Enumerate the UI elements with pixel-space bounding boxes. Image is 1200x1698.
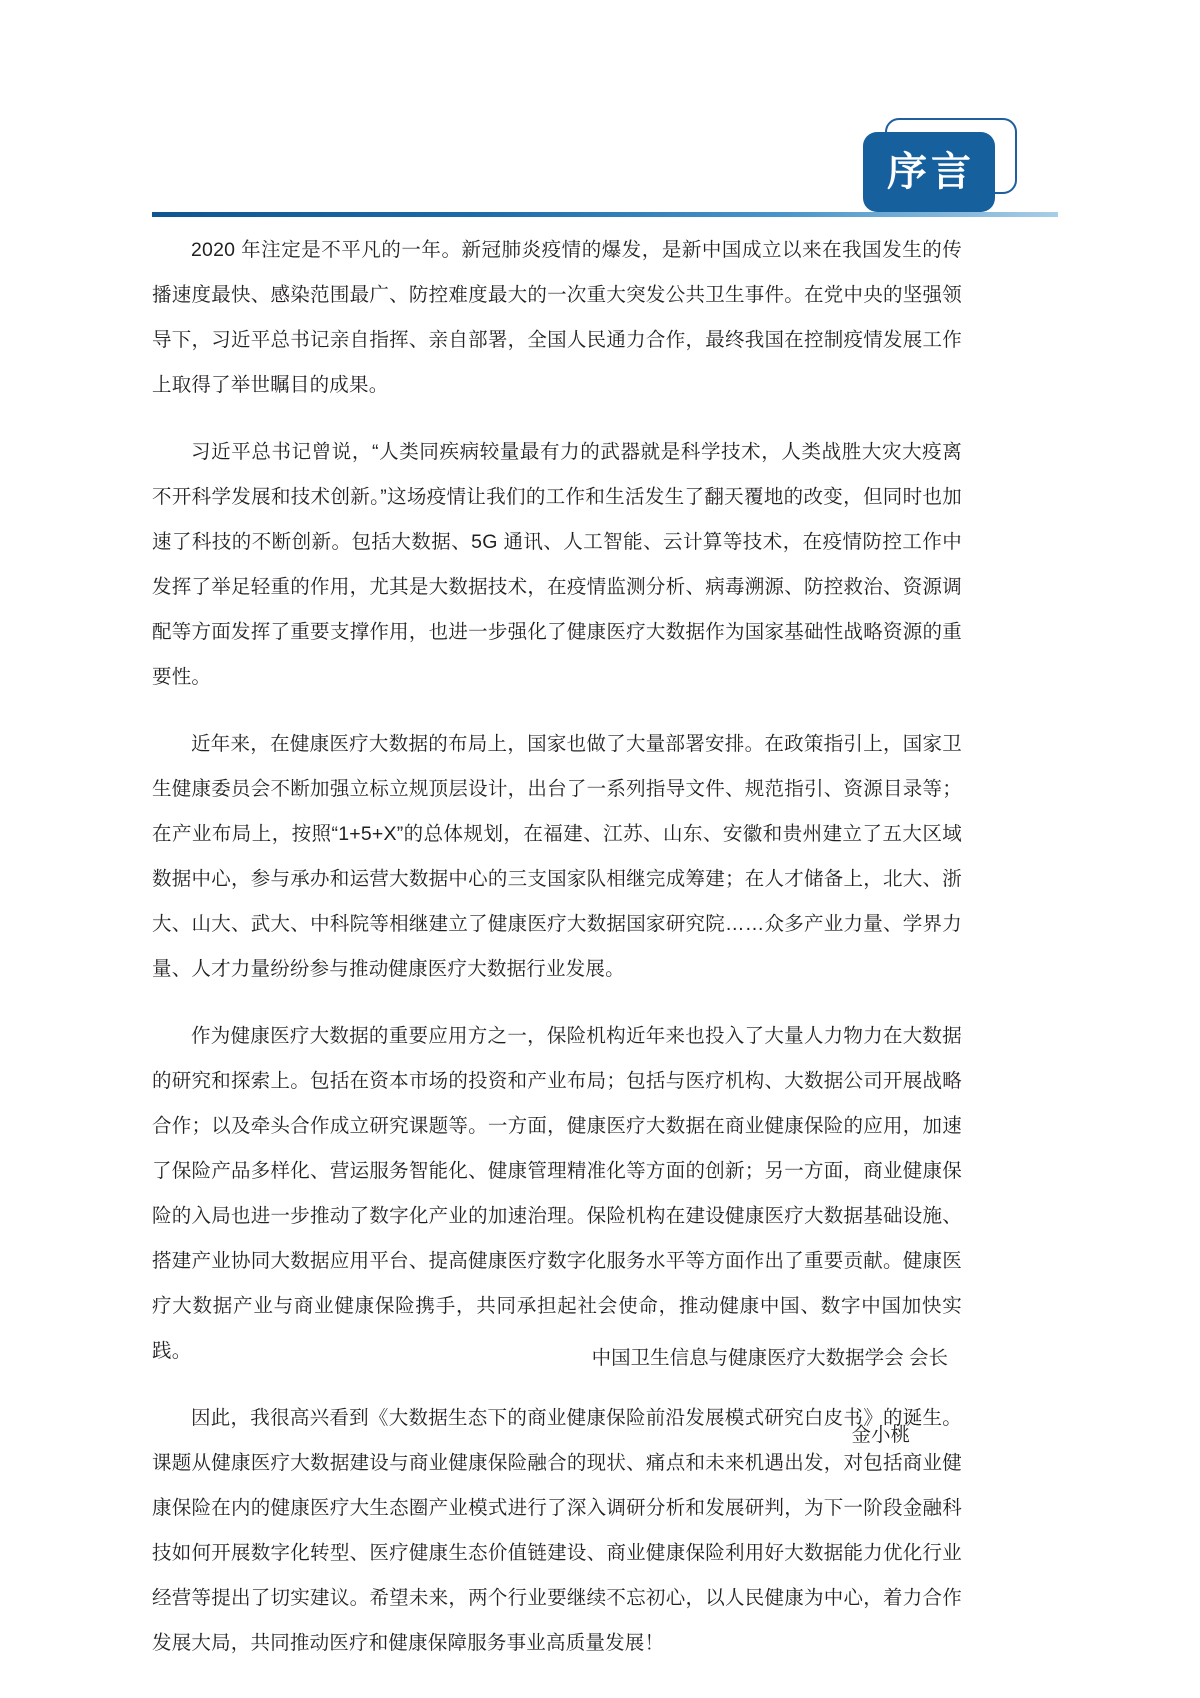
- page-header: [150, 118, 1055, 218]
- badge-fill-shape: [863, 132, 995, 212]
- signature-organization: 中国卫生信息与健康医疗大数据学会 会长: [591, 1347, 948, 1369]
- paragraph: 近年来，在健康医疗大数据的布局上，国家也做了大量部署安排。在政策指引上，国家卫生健康委员会不断加强立标立规顶层设计，出台了一系列指导文件、规范指引、资源目录等；在产业布局上，按照“1+5+X”的总体规划，在福建、江苏、山东、安徽和贵州建立了五大区域数据中心，参与承办和运营大数据中心的三支国家队相继完成筹建；在人才储备上，北大、浙大、山大、武大、中科院等相继建立了健康医疗大数据国家研究院……众多产业力量、学界力量、人才力量纷纷参与推动健康医疗大数据行业发展。: [152, 733, 962, 980]
- preface-body: [152, 228, 962, 1688]
- paragraph: 因此，我很高兴看到《大数据生态下的商业健康保险前沿发展模式研究白皮书》的诞生。课题从健康医疗大数据建设与商业健康保险融合的现状、痛点和未来机遇出发，对包括商业健康保险在内的健康医疗大生态圈产业模式进行了深入调研分析和发展研判，为下一阶段金融科技如何开展数字化转型、医疗健康生态价值链建设、商业健康保险利用好大数据能力优化行业经营等提出了切实建议。希望未来，两个行业要继续不忘初心，以人民健康为中心，着力合作发展大局，共同推动医疗和健康保障服务事业高质量发展！: [152, 1407, 962, 1654]
- header-divider-rule: [152, 212, 1058, 217]
- signature-block: [152, 1336, 962, 1458]
- section-badge: [847, 118, 1017, 216]
- paragraph: 作为健康医疗大数据的重要应用方之一，保险机构近年来也投入了大量人力物力在大数据的研究和探索上。包括在资本市场的投资和产业布局；包括与医疗机构、大数据公司开展战略合作；以及牵头合作成立研究课题等。一方面，健康医疗大数据在商业健康保险的应用，加速了保险产品多样化、营运服务智能化、健康管理精准化等方面的创新；另一方面，商业健康保险的入局也进一步推动了数字化产业的加速治理。保险机构在建设健康医疗大数据基础设施、搭建产业协同大数据应用平台、提高健康医疗数字化服务水平等方面作出了重要贡献。健康医疗大数据产业与商业健康保险携手，共同承担起社会使命，推动健康中国、数字中国加快实践。: [152, 1025, 962, 1362]
- signature-name: 金小桃: [851, 1424, 910, 1446]
- paragraph: 2020 年注定是不平凡的一年。新冠肺炎疫情的爆发，是新中国成立以来在我国发生的传播速度最快、感染范围最广、防控难度最大的一次重大突发公共卫生事件。在党中央的坚强领导下，习近平总书记亲自指挥、亲自部署，全国人民通力合作，最终我国在控制疫情发展工作上取得了举世瞩目的成果。: [152, 239, 962, 396]
- paragraph: 习近平总书记曾说，“人类同疾病较量最有力的武器就是科学技术，人类战胜大灾大疫离不开科学发展和技术创新。”这场疫情让我们的工作和生活发生了翻天覆地的改变，但同时也加速了科技的不断创新。包括大数据、5G 通讯、人工智能、云计算等技术，在疫情防控工作中发挥了举足轻重的作用，尤其是大数据技术，在疫情监测分析、病毒溯源、防控救治、资源调配等方面发挥了重要支撑作用，也进一步强化了健康医疗大数据作为国家基础性战略资源的重要性。: [152, 441, 962, 688]
- section-badge-label: 序言: [887, 150, 975, 194]
